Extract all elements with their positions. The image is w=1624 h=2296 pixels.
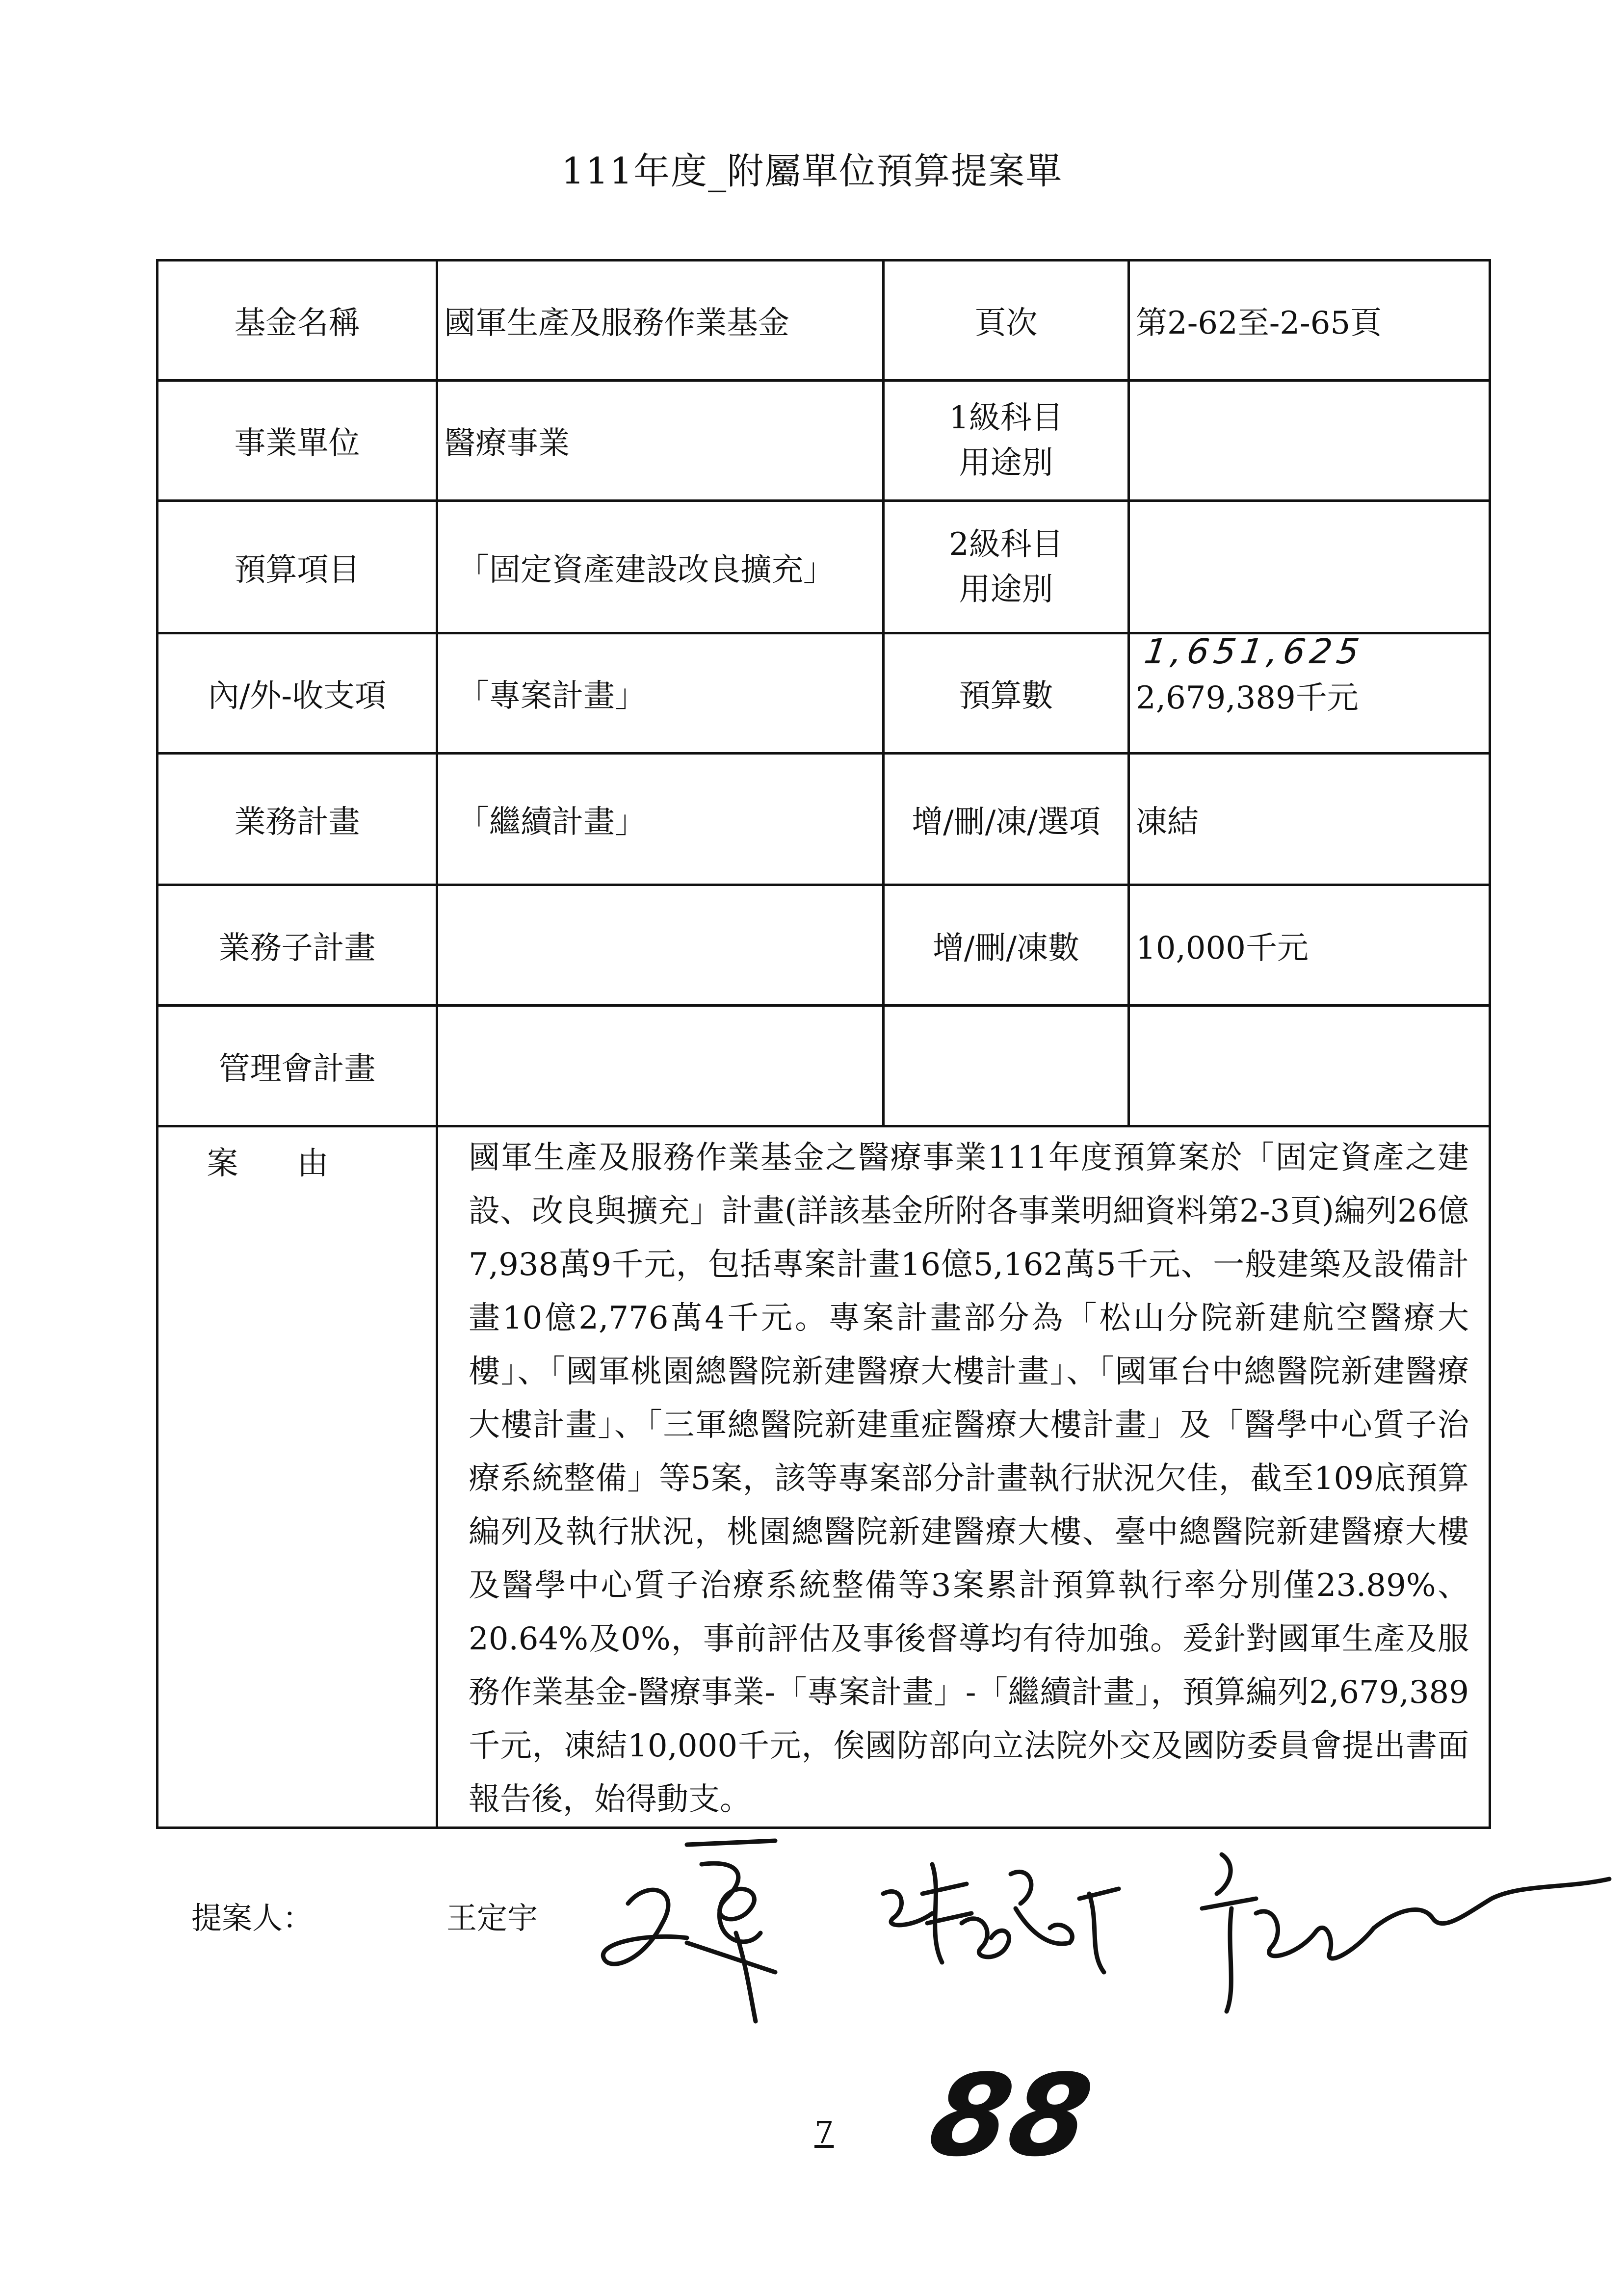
table-row (157, 501, 1490, 633)
fund-name-label: 基金名稱 (157, 261, 437, 381)
proposer-name: 王定宇 (446, 1900, 538, 1936)
level1-subject-line2: 用途別 (959, 445, 1053, 481)
table-row (157, 885, 1490, 1006)
page-range-value: 第2-62至-2-65頁 (1129, 261, 1490, 381)
handwritten-number: 88 (920, 2051, 1101, 2182)
budget-amount-value (1129, 633, 1490, 754)
proposal-form-table (156, 259, 1491, 1829)
page-title: 111年度_附屬單位預算提案單 (561, 150, 1063, 192)
fund-name-value: 國軍生產及服務作業基金 (437, 261, 884, 381)
reason-text: 國軍生產及服務作業基金之醫療事業111年度預算案於「固定資產之建設、改良與擴充」計畫(詳該基金所附各事業明細資料第2-3頁)編列26億7,938萬9千元，包括專案計畫16億5,162萬5千元、一般建築及設備計畫10億2,776萬4千元。專案計畫部分為「松山分院新建航空醫療大樓」、「國軍桃園總醫院新建醫療大樓計畫」、「國軍台中總醫院新建醫療大樓計畫」、「三軍總醫院新建重症醫療大樓計畫」及「醫學中心質子治療系統整備」等5案，該等專案部分計畫執行狀況欠佳，截至109底預算編列及執行狀況，桃園總醫院新建醫療大樓、臺中總醫院新建醫療大樓及醫學中心質子治療系統整備等3案累計預算執行率分別僅23.89%、20.64%及0%，事前評估及事後督導均有待加強。爰針對國軍生產及服務作業基金-醫療事業-「專案計畫」-「繼續計畫」，預算編列2,679,389千元，凍結10,000千元，俟國防部向立法院外交及國防委員會提出書面報告後，始得動支。 (437, 1126, 1490, 1828)
page-number: 7 (814, 2114, 834, 2150)
table-row (157, 1126, 1490, 1828)
handwritten-signatures (589, 1835, 1624, 2041)
empty-label-cell (884, 1006, 1129, 1126)
signature-stroke (687, 1841, 775, 1845)
management-plan-label: 管理會計畫 (157, 1006, 437, 1126)
action-option-value: 凍結 (1129, 754, 1490, 885)
action-amount-label: 增/刪/凍數 (884, 885, 1129, 1006)
budget-amount-label: 預算數 (884, 633, 1129, 754)
income-expense-label: 內/外-收支項 (157, 633, 437, 754)
table-row (157, 1006, 1490, 1126)
management-plan-value (437, 1006, 884, 1126)
action-option-label: 增/刪/凍/選項 (884, 754, 1129, 885)
level1-subject-value (1129, 381, 1490, 501)
table-row (157, 261, 1490, 381)
table-row (157, 633, 1490, 754)
sub-plan-label: 業務子計畫 (157, 885, 437, 1006)
budget-item-label: 預算項目 (157, 501, 437, 633)
budget-item-value: 「固定資產建設改良擴充」 (437, 501, 884, 633)
signature-stroke (1079, 1889, 1119, 1972)
level2-subject-label (884, 501, 1129, 633)
table-row (157, 754, 1490, 885)
level1-subject-line1: 1級科目 (949, 400, 1063, 436)
signature-stroke (702, 1863, 760, 1942)
budget-amount-printed: 2,679,389千元 (1136, 680, 1359, 716)
signature-stroke (1256, 1911, 1374, 1958)
signature-stroke (687, 1943, 775, 1972)
business-unit-value: 醫療事業 (437, 381, 884, 501)
proposer-label: 提案人： (191, 1900, 314, 1936)
signature-stroke (736, 1933, 756, 2021)
signature-stroke (1202, 1854, 1256, 2011)
reason-label: 案由 (157, 1126, 437, 1828)
business-plan-value: 「繼續計畫」 (437, 754, 884, 885)
table-row (157, 381, 1490, 501)
signature-stroke (1011, 1872, 1072, 1944)
action-amount-value: 10,000千元 (1129, 885, 1490, 1006)
empty-value-cell (1129, 1006, 1490, 1126)
sub-plan-value (437, 885, 884, 1006)
signature-stroke (883, 1891, 932, 1925)
handwritten-amount: 1,651,625 (1142, 631, 1367, 672)
business-plan-label: 業務計畫 (157, 754, 437, 885)
level2-subject-line1: 2級科目 (949, 526, 1063, 563)
level2-subject-line2: 用途別 (959, 571, 1053, 608)
signature-stroke (962, 1919, 1009, 1957)
signature-stroke (603, 1890, 687, 1964)
level1-subject-label (884, 381, 1129, 501)
page-range-label: 頁次 (884, 261, 1129, 381)
business-unit-label: 事業單位 (157, 381, 437, 501)
level2-subject-value (1129, 501, 1490, 633)
income-expense-value: 「專案計畫」 (437, 633, 884, 754)
signature-stroke (1374, 1879, 1609, 1928)
